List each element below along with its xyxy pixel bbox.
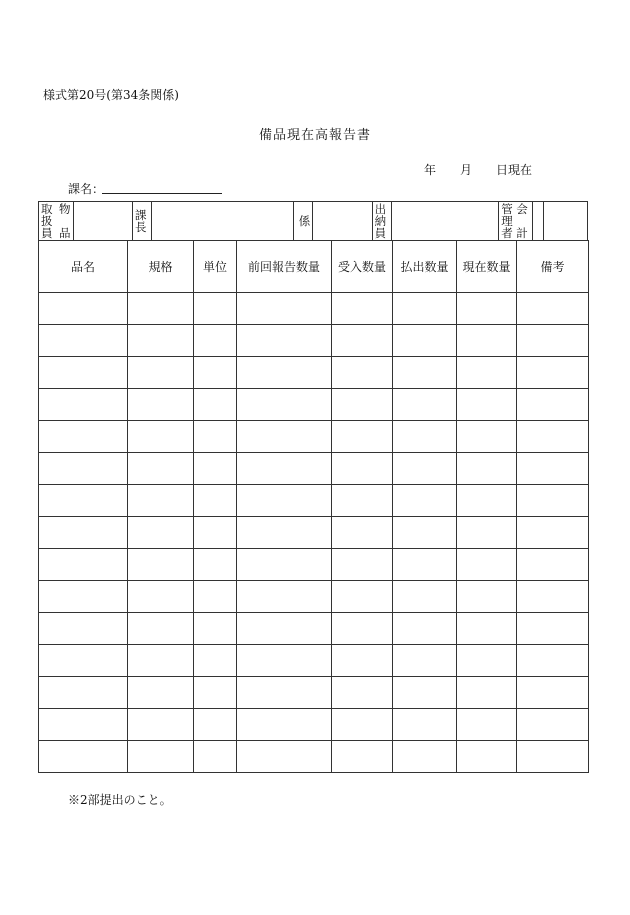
table-cell[interactable]	[393, 645, 457, 677]
table-cell[interactable]	[517, 293, 589, 325]
table-cell[interactable]	[128, 613, 194, 645]
table-cell[interactable]	[517, 325, 589, 357]
table-cell[interactable]	[128, 517, 194, 549]
table-cell[interactable]	[237, 677, 332, 709]
table-cell[interactable]	[517, 645, 589, 677]
table-cell[interactable]	[457, 741, 517, 773]
table-cell[interactable]	[128, 421, 194, 453]
accounting-seal-box[interactable]	[543, 202, 587, 241]
table-row	[39, 421, 589, 453]
form-number: 様式第20号(第34条関係)	[43, 88, 179, 102]
table-cell[interactable]	[39, 389, 128, 421]
table-row	[39, 325, 589, 357]
table-cell[interactable]	[332, 293, 393, 325]
col-received-qty: 受入数量	[332, 241, 393, 293]
table-row	[39, 709, 589, 741]
handler-label: 取 物 扱 員 品	[39, 202, 74, 241]
table-row	[39, 485, 589, 517]
approval-table	[38, 201, 588, 241]
date-day-label: 日現在	[496, 163, 533, 177]
table-cell[interactable]	[237, 453, 332, 485]
table-cell[interactable]	[128, 453, 194, 485]
section-chief-seal-space	[170, 202, 294, 241]
table-cell[interactable]	[237, 741, 332, 773]
table-cell[interactable]	[39, 421, 128, 453]
table-cell[interactable]	[517, 709, 589, 741]
col-remarks: 備考	[517, 241, 589, 293]
table-cell[interactable]	[457, 613, 517, 645]
staff-label: 係	[294, 202, 313, 241]
table-cell[interactable]	[39, 741, 128, 773]
table-cell[interactable]	[128, 677, 194, 709]
table-cell[interactable]	[332, 613, 393, 645]
table-cell[interactable]	[39, 293, 128, 325]
table-cell[interactable]	[457, 549, 517, 581]
department-label: 課名：	[68, 182, 105, 196]
table-cell[interactable]	[194, 517, 237, 549]
date-line	[424, 161, 532, 178]
table-cell[interactable]	[194, 581, 237, 613]
table-cell[interactable]	[517, 517, 589, 549]
table-cell[interactable]	[457, 485, 517, 517]
table-cell[interactable]	[517, 453, 589, 485]
table-row	[39, 453, 589, 485]
table-cell[interactable]	[128, 741, 194, 773]
table-cell[interactable]	[332, 325, 393, 357]
table-cell[interactable]	[194, 677, 237, 709]
handler-seal-box[interactable]	[73, 202, 132, 241]
table-cell[interactable]	[517, 389, 589, 421]
date-year-label: 年	[424, 163, 437, 177]
table-cell[interactable]	[457, 325, 517, 357]
table-cell[interactable]	[128, 293, 194, 325]
table-cell[interactable]	[393, 741, 457, 773]
table-cell[interactable]	[457, 581, 517, 613]
table-cell[interactable]	[457, 357, 517, 389]
table-cell[interactable]	[393, 293, 457, 325]
table-cell[interactable]	[194, 709, 237, 741]
table-cell[interactable]	[237, 325, 332, 357]
inventory-header-row	[39, 241, 589, 293]
col-current-qty: 現在数量	[457, 241, 517, 293]
table-cell[interactable]	[194, 453, 237, 485]
table-cell[interactable]	[457, 453, 517, 485]
table-cell[interactable]	[517, 421, 589, 453]
table-cell[interactable]	[39, 453, 128, 485]
footnote: ※2部提出のこと。	[68, 793, 172, 807]
table-cell[interactable]	[332, 645, 393, 677]
table-cell[interactable]	[332, 581, 393, 613]
table-cell[interactable]	[332, 709, 393, 741]
table-cell[interactable]	[128, 581, 194, 613]
table-cell[interactable]	[128, 549, 194, 581]
table-cell[interactable]	[332, 485, 393, 517]
table-cell[interactable]	[332, 549, 393, 581]
table-cell[interactable]	[128, 357, 194, 389]
department-input-line[interactable]	[102, 193, 222, 194]
table-cell[interactable]	[39, 709, 128, 741]
table-row	[39, 677, 589, 709]
table-cell[interactable]	[457, 709, 517, 741]
table-cell[interactable]	[393, 581, 457, 613]
table-cell[interactable]	[237, 389, 332, 421]
table-cell[interactable]	[237, 517, 332, 549]
table-cell[interactable]	[332, 389, 393, 421]
table-cell[interactable]	[457, 389, 517, 421]
table-cell[interactable]	[128, 389, 194, 421]
table-cell[interactable]	[194, 485, 237, 517]
table-cell[interactable]	[517, 677, 589, 709]
table-cell[interactable]	[457, 677, 517, 709]
table-cell[interactable]	[194, 645, 237, 677]
table-row	[39, 293, 589, 325]
table-cell[interactable]	[128, 709, 194, 741]
table-cell[interactable]	[457, 517, 517, 549]
table-cell[interactable]	[517, 741, 589, 773]
table-cell[interactable]	[39, 549, 128, 581]
table-row	[39, 581, 589, 613]
inventory-body	[39, 293, 589, 773]
table-cell[interactable]	[194, 741, 237, 773]
table-cell[interactable]	[194, 293, 237, 325]
inventory-table	[38, 240, 589, 773]
table-cell[interactable]	[332, 677, 393, 709]
cashier-seal-box[interactable]	[391, 202, 499, 241]
table-cell[interactable]	[237, 357, 332, 389]
table-cell[interactable]	[128, 325, 194, 357]
table-cell[interactable]	[194, 357, 237, 389]
table-row	[39, 389, 589, 421]
col-unit: 単位	[194, 241, 237, 293]
table-row	[39, 741, 589, 773]
date-month-label: 月	[460, 163, 473, 177]
table-cell[interactable]	[393, 613, 457, 645]
table-cell[interactable]	[517, 357, 589, 389]
col-issued-qty: 払出数量	[393, 241, 457, 293]
table-cell[interactable]	[393, 517, 457, 549]
table-cell[interactable]	[393, 325, 457, 357]
table-row	[39, 613, 589, 645]
table-cell[interactable]	[194, 421, 237, 453]
table-cell[interactable]	[393, 549, 457, 581]
table-cell[interactable]	[332, 453, 393, 485]
table-row	[39, 549, 589, 581]
table-cell[interactable]	[39, 645, 128, 677]
table-cell[interactable]	[332, 741, 393, 773]
table-row	[39, 645, 589, 677]
staff-seal-box[interactable]	[313, 202, 332, 241]
table-cell[interactable]	[393, 357, 457, 389]
table-cell[interactable]	[393, 677, 457, 709]
col-previous-qty: 前回報告数量	[237, 241, 332, 293]
table-cell[interactable]	[194, 389, 237, 421]
table-cell[interactable]	[457, 293, 517, 325]
table-cell[interactable]	[332, 357, 393, 389]
col-spec: 規格	[128, 241, 194, 293]
table-cell[interactable]	[457, 421, 517, 453]
table-cell[interactable]	[39, 485, 128, 517]
table-row	[39, 517, 589, 549]
table-cell[interactable]	[128, 645, 194, 677]
table-cell[interactable]	[332, 517, 393, 549]
accounting-gap	[533, 202, 544, 241]
table-cell[interactable]	[194, 613, 237, 645]
table-cell[interactable]	[393, 389, 457, 421]
section-chief-seal-box[interactable]	[151, 202, 170, 241]
table-cell[interactable]	[128, 485, 194, 517]
table-cell[interactable]	[39, 517, 128, 549]
table-cell[interactable]	[39, 613, 128, 645]
table-cell[interactable]	[39, 357, 128, 389]
accounting-label: 管 会 理 者 計	[499, 202, 533, 241]
table-cell[interactable]	[517, 485, 589, 517]
table-cell[interactable]	[194, 549, 237, 581]
table-cell[interactable]	[457, 645, 517, 677]
cashier-label: 出 納 員	[372, 202, 391, 241]
table-cell[interactable]	[393, 709, 457, 741]
table-cell[interactable]	[517, 549, 589, 581]
table-cell[interactable]	[237, 613, 332, 645]
table-cell[interactable]	[237, 485, 332, 517]
col-item-name: 品名	[39, 241, 128, 293]
table-cell[interactable]	[517, 581, 589, 613]
section-chief-label: 課 長	[132, 202, 151, 241]
table-cell[interactable]	[332, 421, 393, 453]
table-cell[interactable]	[237, 549, 332, 581]
table-cell[interactable]	[237, 709, 332, 741]
table-cell[interactable]	[237, 581, 332, 613]
table-cell[interactable]	[39, 581, 128, 613]
table-cell[interactable]	[39, 325, 128, 357]
table-cell[interactable]	[194, 325, 237, 357]
table-cell[interactable]	[393, 485, 457, 517]
table-cell[interactable]	[39, 677, 128, 709]
table-cell[interactable]	[237, 421, 332, 453]
table-cell[interactable]	[517, 613, 589, 645]
table-cell[interactable]	[237, 293, 332, 325]
staff-seal-space	[332, 202, 372, 241]
table-cell[interactable]	[393, 453, 457, 485]
table-row	[39, 357, 589, 389]
table-cell[interactable]	[393, 421, 457, 453]
page-title: 備品現在高報告書	[258, 128, 371, 143]
table-cell[interactable]	[237, 645, 332, 677]
